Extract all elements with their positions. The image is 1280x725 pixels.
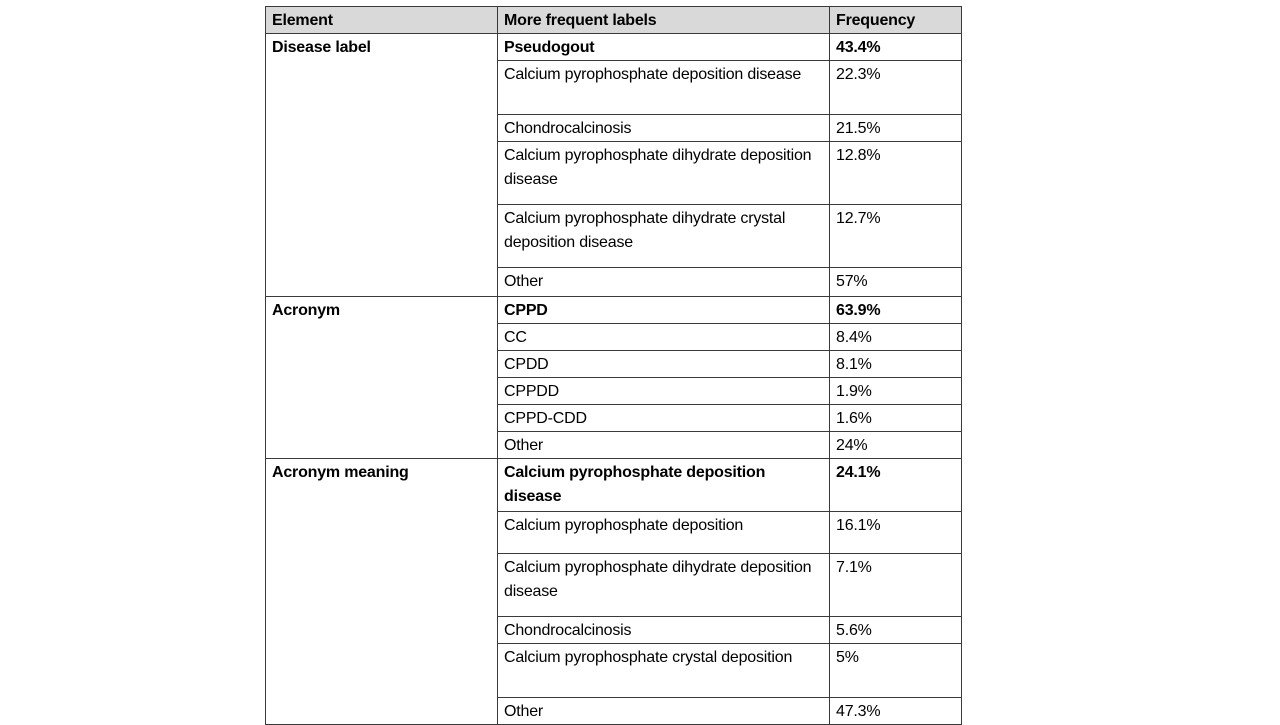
header-element: Element: [266, 7, 498, 34]
label-cell: CPPD-CDD: [498, 405, 830, 432]
frequency-cell: 12.8%: [830, 142, 962, 205]
table-row: [266, 34, 962, 61]
element-cell: Disease label: [266, 34, 498, 297]
header-frequency: Frequency: [830, 7, 962, 34]
frequency-cell: 22.3%: [830, 61, 962, 115]
frequency-cell: 1.9%: [830, 378, 962, 405]
label-cell: CC: [498, 324, 830, 351]
frequency-cell: 21.5%: [830, 115, 962, 142]
frequency-cell: 24.1%: [830, 459, 962, 512]
label-cell: Other: [498, 698, 830, 725]
frequency-table: [265, 6, 962, 725]
element-cell: Acronym: [266, 297, 498, 459]
label-cell: Other: [498, 268, 830, 297]
label-cell: Calcium pyrophosphate dihydrate crystal deposition disease: [498, 205, 830, 268]
label-cell: Calcium pyrophosphate dihydrate deposition disease: [498, 142, 830, 205]
frequency-cell: 8.1%: [830, 351, 962, 378]
frequency-cell: 5.6%: [830, 617, 962, 644]
frequency-cell: 1.6%: [830, 405, 962, 432]
element-cell: Acronym meaning: [266, 459, 498, 725]
label-cell: Chondrocalcinosis: [498, 115, 830, 142]
frequency-cell: 57%: [830, 268, 962, 297]
frequency-cell: 5%: [830, 644, 962, 698]
header-row: [266, 7, 962, 34]
frequency-cell: 24%: [830, 432, 962, 459]
frequency-cell: 63.9%: [830, 297, 962, 324]
label-cell: Calcium pyrophosphate crystal deposition: [498, 644, 830, 698]
label-cell: Pseudogout: [498, 34, 830, 61]
label-cell: Calcium pyrophosphate deposition disease: [498, 459, 830, 512]
label-cell: Other: [498, 432, 830, 459]
header-labels: More frequent labels: [498, 7, 830, 34]
label-cell: CPPD: [498, 297, 830, 324]
table-row: [266, 297, 962, 324]
frequency-cell: 16.1%: [830, 512, 962, 554]
label-cell: CPDD: [498, 351, 830, 378]
frequency-cell: 8.4%: [830, 324, 962, 351]
label-cell: Calcium pyrophosphate deposition disease: [498, 61, 830, 115]
label-cell: CPPDD: [498, 378, 830, 405]
frequency-cell: 12.7%: [830, 205, 962, 268]
table-row: [266, 459, 962, 512]
frequency-cell: 47.3%: [830, 698, 962, 725]
label-cell: Calcium pyrophosphate dihydrate deposition disease: [498, 554, 830, 617]
label-cell: Chondrocalcinosis: [498, 617, 830, 644]
frequency-cell: 43.4%: [830, 34, 962, 61]
frequency-cell: 7.1%: [830, 554, 962, 617]
label-cell: Calcium pyrophosphate deposition: [498, 512, 830, 554]
